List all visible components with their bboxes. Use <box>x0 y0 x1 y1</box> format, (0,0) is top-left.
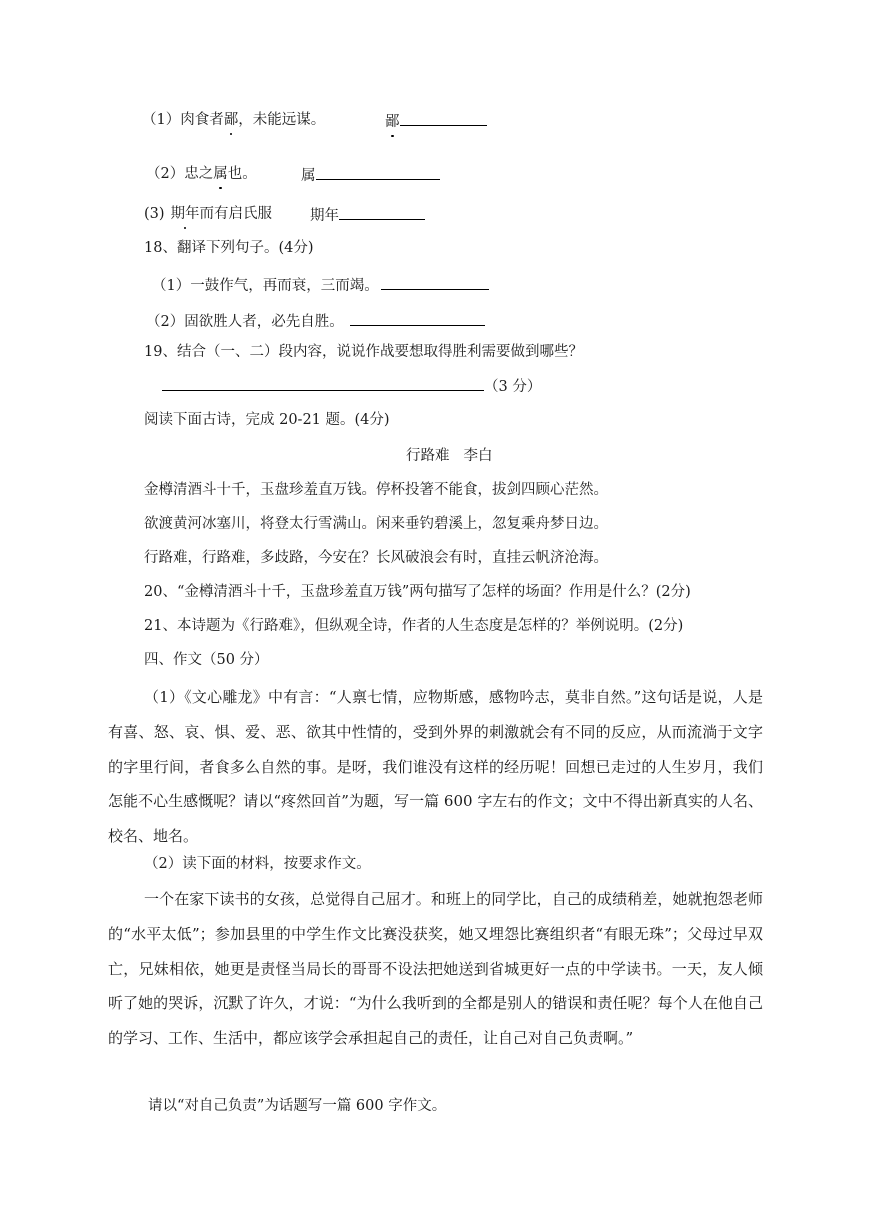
essay-material: 一个在家下读书的女孩，总觉得自己屈才。和班上的同学比，自己的成绩稍差，她就抱怨老师的“水平太低”；参加县里的中学生作文比赛没获奖，她又埋怨比赛组织者“有眼无珠”；父母过早双亡，兄妹相依，她更是责怪当局长的哥哥不设法把她送到省城更好一点的中学读书。一天，友人倾听了她的哭诉，沉默了许久，才说：“为什么我听到的全都是别人的错误和责任呢？每个人在他自己的学习、工作、生活中，都应该学会承担起自己的责任，让自己对自己负责啊。” <box>108 890 763 1048</box>
sentence-text: （1）一鼓作气，再而衰，三而竭。 <box>152 278 379 294</box>
poem-line: 金樽清酒斗十千，玉盘珍羞直万钱。停杯投箸不能食，拔剑四顾心茫然。 <box>144 482 608 498</box>
essay-option-2-heading: （2）读下面的材料，按要求作文。 <box>144 856 371 872</box>
poem-line: 欲渡黄河冰塞川，将登太行雪满山。闲来垂钓碧溪上，忽复乘舟梦日边。 <box>144 516 608 532</box>
q19-title: 19、结合（一、二）段内容，说说作战要想取得胜利需要做到哪些？ <box>144 344 583 360</box>
poem-heading <box>406 446 493 466</box>
q20: 20、“金樽清酒斗十千，玉盘珍羞直万钱”两句描写了怎样的场面？作用是什么？(2分) <box>144 584 691 600</box>
score-label: （3 分） <box>484 379 542 395</box>
dotted-word: 期年 <box>170 206 200 222</box>
q17-answer-3[interactable] <box>310 204 425 226</box>
poem-title: 行路难 <box>406 448 450 464</box>
answer-label: 属 <box>301 168 316 184</box>
q19-answer[interactable] <box>162 375 541 397</box>
poem-line: 行路难，行路难，多歧路，今安在？长风破浪会有时，直挂云帆济沧海。 <box>144 550 608 566</box>
q17-answer-2[interactable] <box>301 164 440 186</box>
reading-intro: 阅读下面古诗，完成 20-21 题。(4分) <box>144 412 390 428</box>
answer-label: 鄙 <box>385 114 400 130</box>
item-number: (3) <box>144 206 165 222</box>
sentence-text: 而有启氏服 <box>199 206 273 222</box>
item-number: （1） <box>142 112 181 128</box>
q18-item-1[interactable] <box>152 274 489 296</box>
q17-item-2 <box>146 164 257 184</box>
answer-blank[interactable] <box>381 274 489 290</box>
poem-author: 李白 <box>463 448 493 464</box>
answer-blank[interactable] <box>400 110 487 126</box>
answer-blank[interactable] <box>316 164 440 180</box>
sentence-text: 也。 <box>227 166 257 182</box>
sentence-text: 忠之 <box>184 166 214 182</box>
answer-label: 期年 <box>310 208 339 224</box>
essay-heading: 四、作文（50 分） <box>144 652 269 668</box>
essay-option-1: （1）《文心雕龙》中有言：“人禀七情，应物斯感，感物吟志，莫非自然。”这句话是说，人是有喜、怒、哀、惧、爱、恶、欲其中性情的，受到外界的刺激就会有不同的反应，从而流淌于文字的字里行间，者食多么自然的事。是呀，我们谁没有这样的经历呢！回想已走过的人生岁月，我们怎能不心生感慨呢？请以“疼然回首”为题，写一篇 600 字左右的作文；文中不得出新真实的人名、校名、地名。 <box>108 688 763 846</box>
q17-answer-1[interactable] <box>385 110 487 132</box>
dotted-word: 鄙 <box>223 112 239 128</box>
q17-item-1 <box>142 110 325 130</box>
dotted-word: 属 <box>213 166 228 182</box>
answer-blank[interactable] <box>162 375 484 391</box>
answer-blank[interactable] <box>350 310 485 326</box>
q17-item-3 <box>144 204 272 224</box>
q18-title: 18、翻译下列句子。(4分) <box>144 240 314 256</box>
item-number: （2） <box>146 166 185 182</box>
sentence-text: （2）固欲胜人者，必先自胜。 <box>146 314 344 330</box>
answer-blank[interactable] <box>339 204 425 220</box>
q21: 21、本诗题为《行路难》，但纵观全诗，作者的人生态度是怎样的？举例说明。(2分) <box>144 618 684 634</box>
sentence-text: ，未能远谋。 <box>238 112 326 128</box>
essay-task: 请以“对自己负责”为话题写一篇 600 字作文。 <box>148 1098 447 1114</box>
q18-item-2[interactable] <box>146 310 485 332</box>
sentence-text: 肉食者 <box>180 112 224 128</box>
